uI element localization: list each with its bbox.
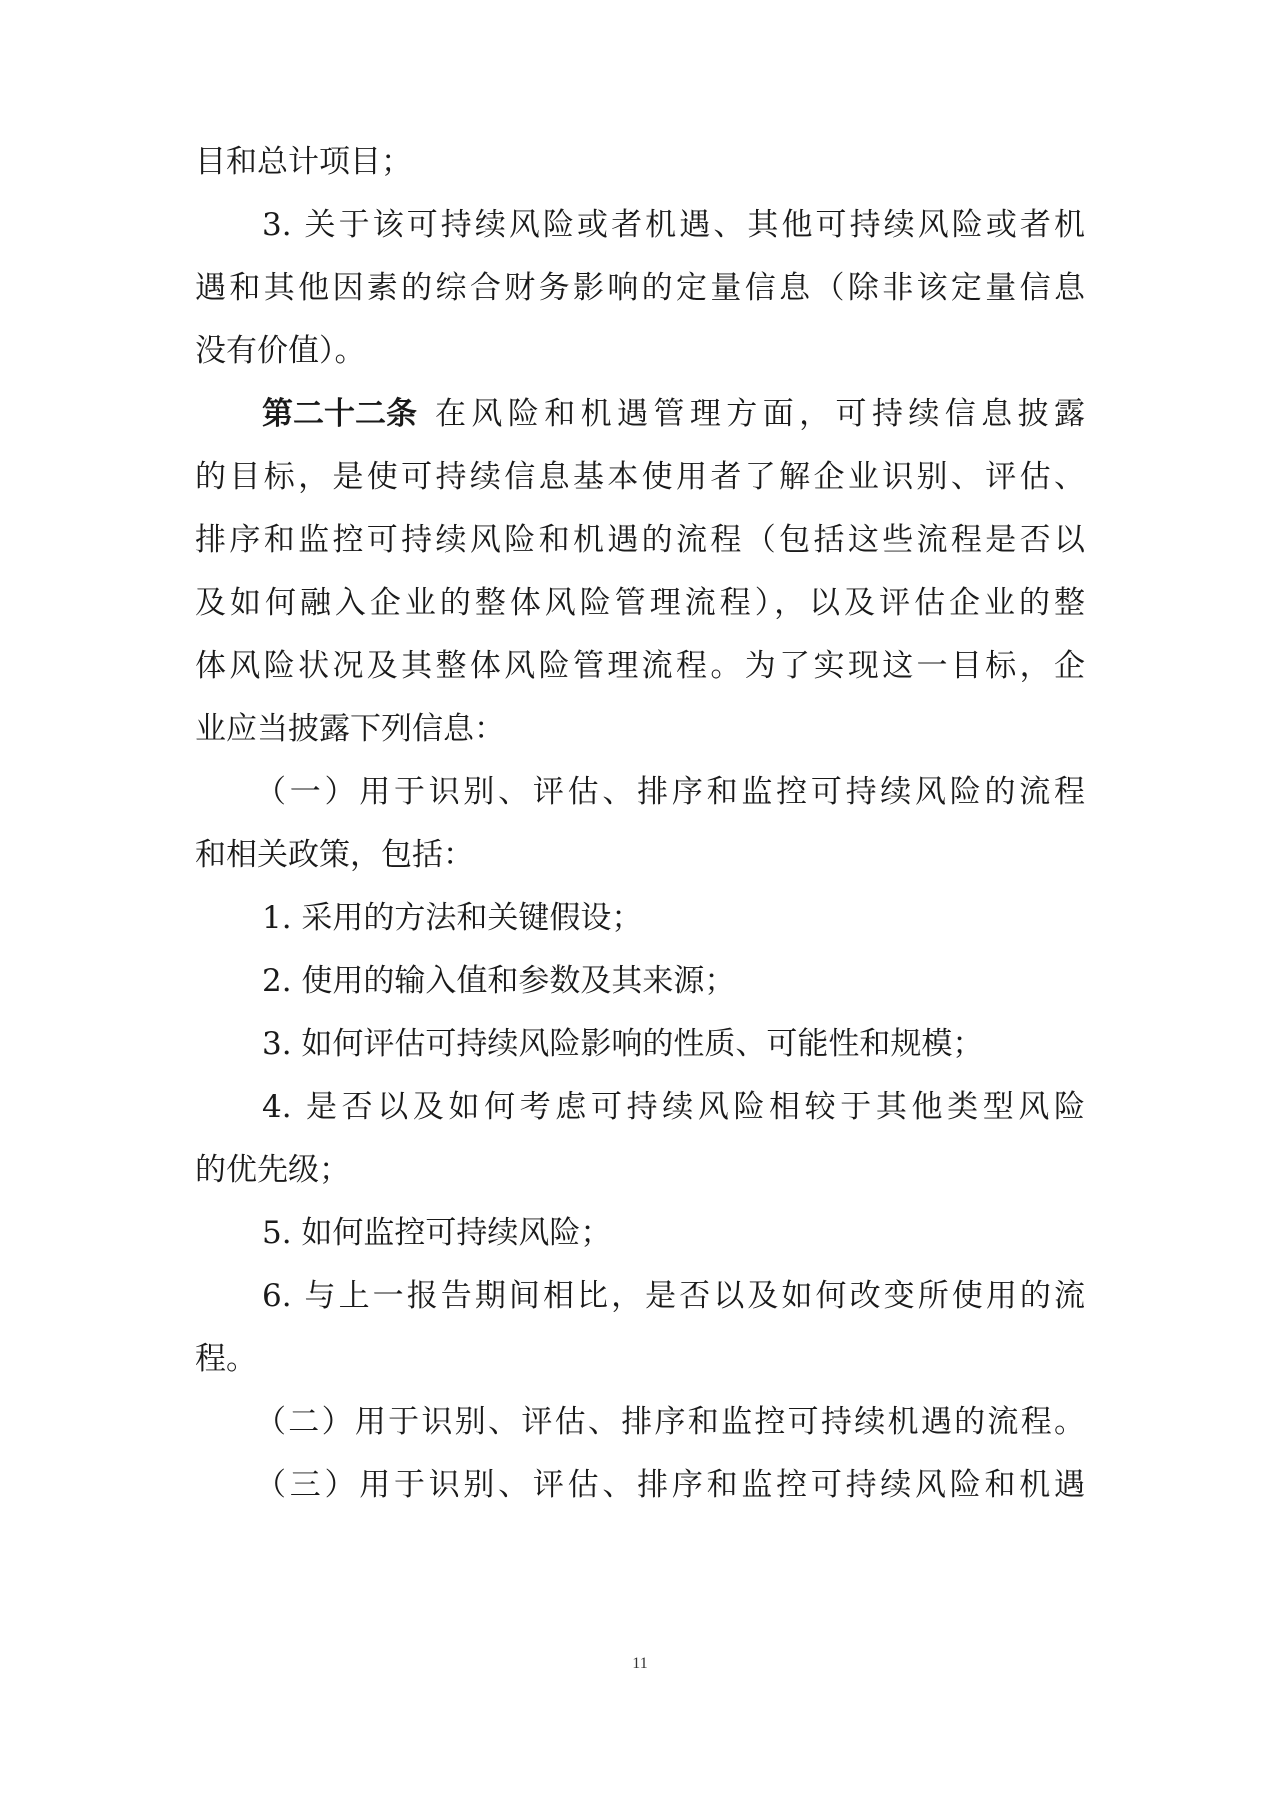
paragraph-line: 的目标，是使可持续信息基本使用者了解企业识别、评估、 [195, 459, 1085, 495]
article-22-first-line-text: 在风险和机遇管理方面，可持续信息披露 [435, 396, 1085, 432]
paragraph-line: 及如何融入企业的整体风险管理流程），以及评估企业的整 [195, 585, 1085, 621]
paragraph-line: 体风险状况及其整体风险管理流程。为了实现这一目标，企 [195, 648, 1085, 684]
list-item: 3. 如何评估可持续风险影响的性质、可能性和规模； [262, 1026, 984, 1062]
paragraph-line: （一）用于识别、评估、排序和监控可持续风险的流程 [255, 774, 1085, 810]
list-item: 2. 使用的输入值和参数及其来源； [262, 963, 736, 999]
list-item: 6. 与上一报告期间相比，是否以及如何改变所使用的流 [262, 1278, 1085, 1314]
article-22-first-line [262, 394, 1085, 434]
paragraph-line: 没有价值）。 [195, 333, 366, 369]
paragraph-line: （二）用于识别、评估、排序和监控可持续机遇的流程。 [255, 1404, 1085, 1440]
page-number: 11 [632, 1655, 648, 1672]
paragraph-line: 目和总计项目； [195, 144, 412, 180]
list-item: 4. 是否以及如何考虑可持续风险相较于其他类型风险 [262, 1089, 1085, 1125]
paragraph-line: 业应当披露下列信息： [195, 711, 505, 747]
paragraph-line: 排序和监控可持续风险和机遇的流程（包括这些流程是否以 [195, 522, 1085, 558]
article-heading: 第二十二条 [262, 396, 417, 432]
paragraph-line: 的优先级； [195, 1152, 350, 1188]
paragraph-line: （三）用于识别、评估、排序和监控可持续风险和机遇 [255, 1467, 1085, 1503]
paragraph-line: 程。 [195, 1341, 257, 1377]
list-item: 5. 如何监控可持续风险； [262, 1215, 612, 1251]
list-item: 1. 采用的方法和关键假设； [262, 900, 643, 936]
paragraph-line: 遇和其他因素的综合财务影响的定量信息（除非该定量信息 [195, 270, 1085, 306]
paragraph-line: 3. 关于该可持续风险或者机遇、其他可持续风险或者机 [262, 207, 1085, 243]
paragraph-line: 和相关政策，包括： [195, 837, 474, 873]
